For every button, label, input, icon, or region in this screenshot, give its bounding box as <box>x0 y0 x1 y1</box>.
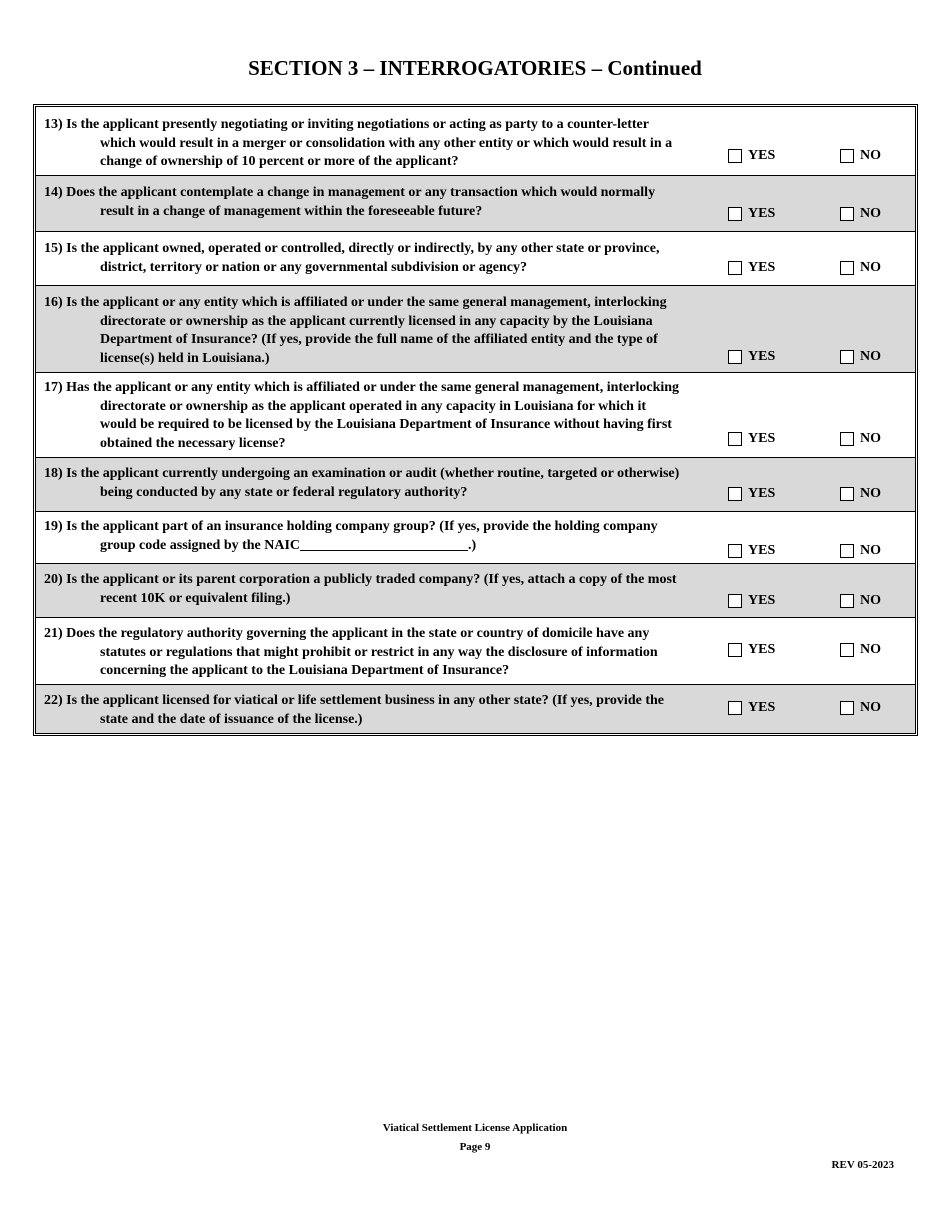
no-label: NO <box>860 593 881 608</box>
question-text-14: 14) Does the applicant contemplate a change in management or any transaction which would normally result in a change of management within the foreseeable future? <box>44 185 656 219</box>
yes-label: YES <box>748 349 776 364</box>
no-label: NO <box>860 543 881 558</box>
question-row-18 <box>36 458 915 512</box>
no-checkbox-20[interactable] <box>840 594 854 608</box>
yes-option-21[interactable] <box>728 642 775 658</box>
yes-label: YES <box>748 431 776 446</box>
yes-checkbox-21[interactable] <box>728 643 742 657</box>
no-checkbox-22[interactable] <box>840 701 854 715</box>
no-checkbox-15[interactable] <box>840 261 854 275</box>
no-label: NO <box>860 260 881 275</box>
question-row-15 <box>36 232 915 286</box>
no-checkbox-16[interactable] <box>840 350 854 364</box>
no-option-15[interactable] <box>840 260 881 276</box>
yes-checkbox-19[interactable] <box>728 544 742 558</box>
no-option-22[interactable] <box>840 700 881 716</box>
page-title: SECTION 3 – INTERROGATORIES – Continued <box>248 56 702 80</box>
question-text-15: 15) Is the applicant owned, operated or controlled, directly or indirectly, by any other state or province, district, territory or nation or any governmental subdivision or agency? <box>44 241 660 275</box>
yes-option-20[interactable] <box>728 593 775 609</box>
no-option-18[interactable] <box>840 486 881 502</box>
question-row-17 <box>36 373 915 458</box>
yes-label: YES <box>748 593 776 608</box>
no-label: NO <box>860 206 881 221</box>
yes-checkbox-18[interactable] <box>728 487 742 501</box>
no-option-14[interactable] <box>840 206 881 222</box>
yes-checkbox-20[interactable] <box>728 594 742 608</box>
no-label: NO <box>860 148 881 163</box>
no-checkbox-18[interactable] <box>840 487 854 501</box>
yes-checkbox-13[interactable] <box>728 149 742 163</box>
no-label: NO <box>860 486 881 501</box>
no-label: NO <box>860 642 881 657</box>
yes-checkbox-17[interactable] <box>728 432 742 446</box>
question-text-16: 16) Is the applicant or any entity which is affiliated or under the same general management, interlocking directorate or ownership as the applicant currently licensed in any capacity by the Louisiana Department of Insurance? (If yes, provide the full name of the affiliated entity and the type of license(s) held in Louisiana.) <box>44 295 667 366</box>
question-text-22: 22) Is the applicant licensed for viatical or life settlement business in any other state? (If yes, provide the state and the date of issuance of the license.) <box>44 693 664 727</box>
yes-option-17[interactable] <box>728 431 775 447</box>
question-text-20: 20) Is the applicant or its parent corporation a publicly traded company? (If yes, attach a copy of the most recent 10K or equivalent filing.) <box>44 572 677 606</box>
no-checkbox-14[interactable] <box>840 207 854 221</box>
yes-label: YES <box>748 206 776 221</box>
question-row-13 <box>36 107 915 176</box>
yes-option-22[interactable] <box>728 700 775 716</box>
yes-checkbox-14[interactable] <box>728 207 742 221</box>
question-row-19 <box>36 512 915 564</box>
question-text-21: 21) Does the regulatory authority governing the applicant in the state or country of domicile have any statutes or regulations that might prohibit or restrict in any way the disclosure of information concerning the applicant to the Louisiana Department of Insurance? <box>44 626 658 678</box>
footer-form-name: Viatical Settlement License Application <box>382 1122 568 1134</box>
yes-checkbox-22[interactable] <box>728 701 742 715</box>
no-checkbox-17[interactable] <box>840 432 854 446</box>
yes-label: YES <box>748 642 776 657</box>
yes-label: YES <box>748 700 776 715</box>
no-option-21[interactable] <box>840 642 881 658</box>
question-text-18: 18) Is the applicant currently undergoing an examination or audit (whether routine, targeted or otherwise) being conducted by any state or federal regulatory authority? <box>44 466 680 500</box>
footer-page-number: Page 9 <box>459 1141 491 1153</box>
yes-label: YES <box>748 486 776 501</box>
no-checkbox-21[interactable] <box>840 643 854 657</box>
yes-option-18[interactable] <box>728 486 775 502</box>
yes-label: YES <box>748 260 776 275</box>
question-row-14 <box>36 176 915 232</box>
no-checkbox-19[interactable] <box>840 544 854 558</box>
question-row-20 <box>36 564 915 618</box>
no-option-13[interactable] <box>840 148 881 164</box>
yes-label: YES <box>748 543 776 558</box>
yes-option-16[interactable] <box>728 349 775 365</box>
yes-label: YES <box>748 148 776 163</box>
yes-option-19[interactable] <box>728 543 775 559</box>
question-text-13: 13) Is the applicant presently negotiating or inviting negotiations or acting as party to a counter-letter which would result in a merger or consolidation with any other entity or which would result in a change of ownership of 10 percent or more of the applicant? <box>44 117 673 169</box>
no-option-19[interactable] <box>840 543 881 559</box>
question-text-19: 19) Is the applicant part of an insurance holding company group? (If yes, provide the holding company group code assigned by the NAIC________________________.) <box>44 519 658 553</box>
question-row-21 <box>36 618 915 685</box>
yes-option-15[interactable] <box>728 260 775 276</box>
no-option-20[interactable] <box>840 593 881 609</box>
no-checkbox-13[interactable] <box>840 149 854 163</box>
yes-checkbox-15[interactable] <box>728 261 742 275</box>
no-option-17[interactable] <box>840 431 881 447</box>
yes-option-14[interactable] <box>728 206 775 222</box>
question-row-22 <box>36 685 915 733</box>
no-label: NO <box>860 431 881 446</box>
yes-option-13[interactable] <box>728 148 775 164</box>
interrogatories-table <box>33 104 918 736</box>
no-label: NO <box>860 700 881 715</box>
question-text-17: 17) Has the applicant or any entity which is affiliated or under the same general management, interlocking directorate or ownership as the applicant operated in any capacity in Louisiana for which it would be required to be licensed by the Louisiana Department of Insurance without having first obtained the necessary license? <box>44 380 680 451</box>
question-row-16 <box>36 286 915 373</box>
yes-checkbox-16[interactable] <box>728 350 742 364</box>
no-option-16[interactable] <box>840 349 881 365</box>
no-label: NO <box>860 349 881 364</box>
footer-revision: REV 05-2023 <box>831 1159 894 1171</box>
